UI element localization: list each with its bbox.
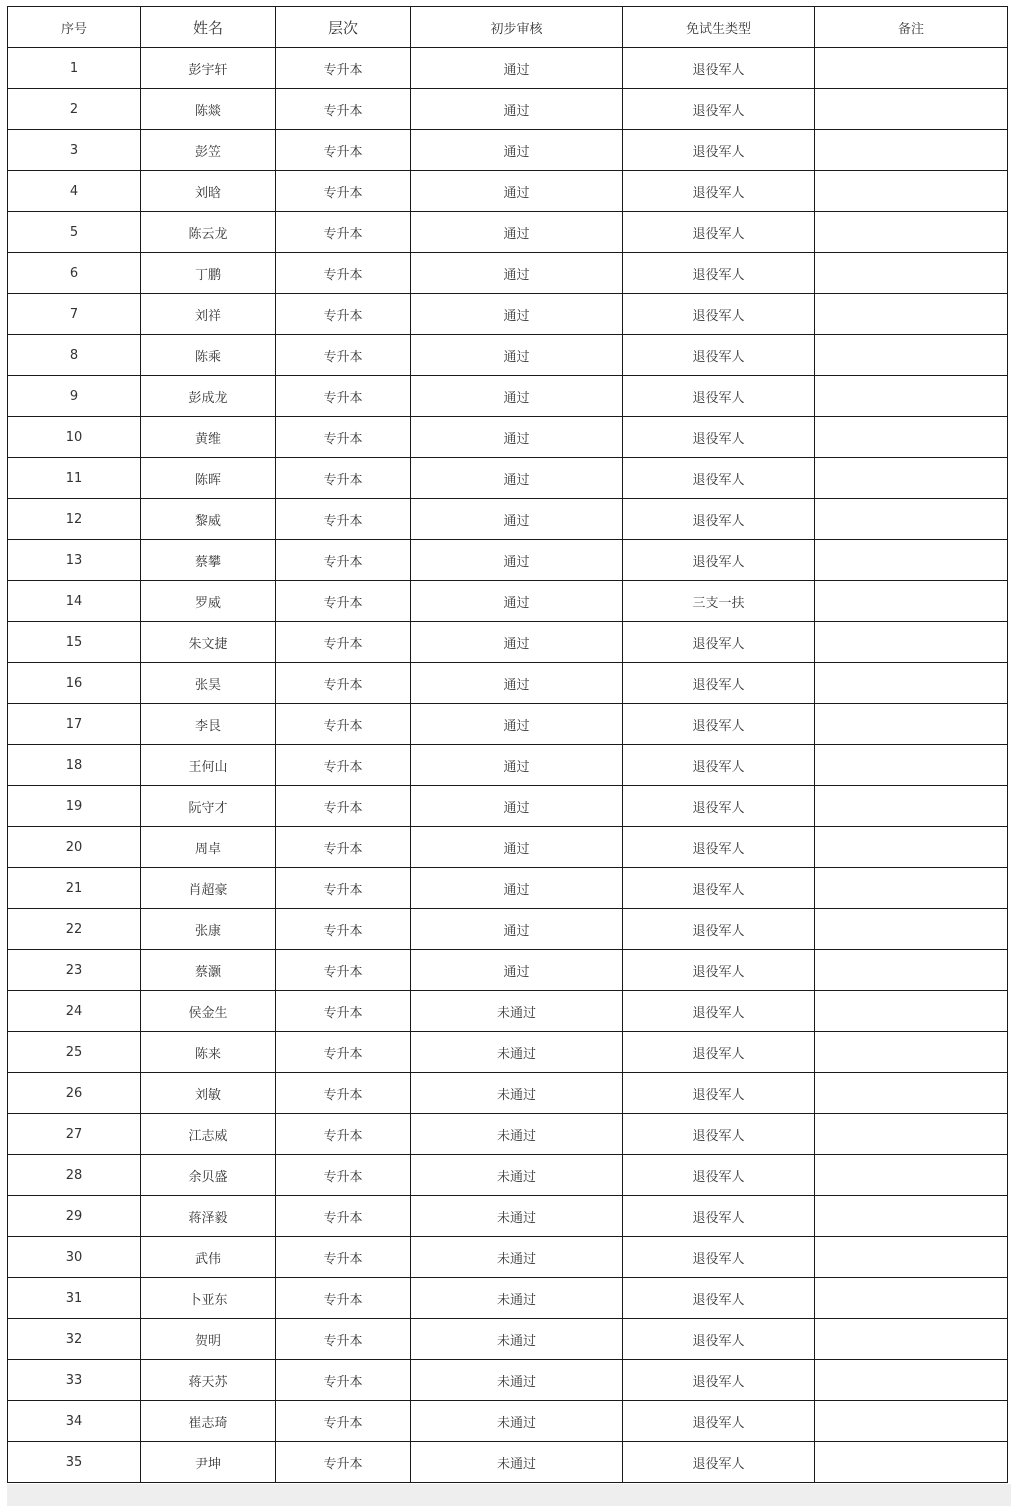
cell-note [815, 417, 1008, 458]
cell-type: 退役军人 [623, 1401, 815, 1442]
cell-seq: 17 [8, 704, 141, 745]
cell-level: 专升本 [276, 1278, 411, 1319]
cell-name: 贺明 [141, 1319, 276, 1360]
cell-name: 彭成龙 [141, 376, 276, 417]
cell-review: 未通过 [411, 991, 623, 1032]
cell-review: 通过 [411, 745, 623, 786]
cell-name: 陈晖 [141, 458, 276, 499]
cell-seq: 6 [8, 253, 141, 294]
cell-name: 刘敏 [141, 1073, 276, 1114]
cell-note [815, 1278, 1008, 1319]
header-name: 姓名 [141, 7, 276, 48]
cell-note [815, 171, 1008, 212]
cell-level: 专升本 [276, 1073, 411, 1114]
cell-review: 未通过 [411, 1442, 623, 1483]
cell-type: 退役军人 [623, 540, 815, 581]
cell-review: 通过 [411, 294, 623, 335]
table-row [8, 376, 1008, 417]
cell-name: 肖超豪 [141, 868, 276, 909]
table-row [8, 786, 1008, 827]
cell-type: 退役军人 [623, 1319, 815, 1360]
cell-seq: 7 [8, 294, 141, 335]
cell-name: 余贝盛 [141, 1155, 276, 1196]
cell-name: 刘晗 [141, 171, 276, 212]
cell-review: 通过 [411, 499, 623, 540]
table-row [8, 540, 1008, 581]
table-row [8, 1278, 1008, 1319]
table-row [8, 499, 1008, 540]
cell-name: 卜亚东 [141, 1278, 276, 1319]
cell-note [815, 540, 1008, 581]
table-row [8, 1237, 1008, 1278]
cell-level: 专升本 [276, 745, 411, 786]
cell-note [815, 1073, 1008, 1114]
cell-type: 退役军人 [623, 1032, 815, 1073]
cell-seq: 19 [8, 786, 141, 827]
cell-note [815, 130, 1008, 171]
table-row [8, 1442, 1008, 1483]
cell-note [815, 1401, 1008, 1442]
cell-review: 通过 [411, 376, 623, 417]
cell-type: 退役军人 [623, 868, 815, 909]
table-row [8, 704, 1008, 745]
cell-type: 退役军人 [623, 130, 815, 171]
table-row [8, 827, 1008, 868]
cell-seq: 8 [8, 335, 141, 376]
cell-name: 武伟 [141, 1237, 276, 1278]
cell-seq: 23 [8, 950, 141, 991]
cell-type: 退役军人 [623, 294, 815, 335]
cell-level: 专升本 [276, 991, 411, 1032]
cell-seq: 29 [8, 1196, 141, 1237]
cell-note [815, 1032, 1008, 1073]
cell-name: 陈云龙 [141, 212, 276, 253]
table-row [8, 581, 1008, 622]
table-row [8, 1401, 1008, 1442]
cell-name: 江志威 [141, 1114, 276, 1155]
cell-type: 退役军人 [623, 1155, 815, 1196]
table-body [8, 48, 1008, 1483]
cell-seq: 12 [8, 499, 141, 540]
cell-review: 未通过 [411, 1278, 623, 1319]
table-row [8, 909, 1008, 950]
cell-type: 退役军人 [623, 89, 815, 130]
cell-review: 通过 [411, 89, 623, 130]
cell-note [815, 212, 1008, 253]
cell-note [815, 89, 1008, 130]
cell-note [815, 1319, 1008, 1360]
header-note: 备注 [815, 7, 1008, 48]
header-review: 初步审核 [411, 7, 623, 48]
cell-type: 退役军人 [623, 458, 815, 499]
table-row [8, 950, 1008, 991]
cell-name: 崔志琦 [141, 1401, 276, 1442]
cell-note [815, 950, 1008, 991]
cell-level: 专升本 [276, 1442, 411, 1483]
cell-note [815, 745, 1008, 786]
cell-review: 通过 [411, 540, 623, 581]
cell-review: 通过 [411, 827, 623, 868]
cell-review: 通过 [411, 909, 623, 950]
cell-type: 退役军人 [623, 1442, 815, 1483]
header-level: 层次 [276, 7, 411, 48]
table-row [8, 212, 1008, 253]
cell-type: 退役军人 [623, 48, 815, 89]
cell-type: 退役军人 [623, 1278, 815, 1319]
cell-seq: 26 [8, 1073, 141, 1114]
cell-type: 退役军人 [623, 171, 815, 212]
table-row [8, 1360, 1008, 1401]
cell-seq: 18 [8, 745, 141, 786]
cell-review: 通过 [411, 868, 623, 909]
cell-type: 退役军人 [623, 253, 815, 294]
cell-review: 通过 [411, 335, 623, 376]
cell-review: 通过 [411, 786, 623, 827]
table-row [8, 335, 1008, 376]
cell-level: 专升本 [276, 294, 411, 335]
cell-level: 专升本 [276, 704, 411, 745]
cell-note [815, 499, 1008, 540]
cell-level: 专升本 [276, 48, 411, 89]
cell-level: 专升本 [276, 868, 411, 909]
cell-name: 蔡攀 [141, 540, 276, 581]
cell-seq: 9 [8, 376, 141, 417]
cell-name: 李艮 [141, 704, 276, 745]
cell-level: 专升本 [276, 1319, 411, 1360]
table-row [8, 991, 1008, 1032]
cell-note [815, 704, 1008, 745]
cell-review: 通过 [411, 417, 623, 458]
cell-review: 通过 [411, 704, 623, 745]
cell-name: 丁鹏 [141, 253, 276, 294]
table-row [8, 622, 1008, 663]
cell-type: 三支一扶 [623, 581, 815, 622]
cell-seq: 31 [8, 1278, 141, 1319]
cell-type: 退役军人 [623, 1073, 815, 1114]
cell-seq: 16 [8, 663, 141, 704]
cell-level: 专升本 [276, 1155, 411, 1196]
table-row [8, 171, 1008, 212]
cell-type: 退役军人 [623, 663, 815, 704]
cell-level: 专升本 [276, 827, 411, 868]
cell-seq: 4 [8, 171, 141, 212]
cell-name: 张昊 [141, 663, 276, 704]
cell-type: 退役军人 [623, 1237, 815, 1278]
cell-type: 退役军人 [623, 786, 815, 827]
cell-type: 退役军人 [623, 827, 815, 868]
cell-name: 罗威 [141, 581, 276, 622]
table-row [8, 294, 1008, 335]
cell-note [815, 294, 1008, 335]
cell-level: 专升本 [276, 335, 411, 376]
table-row [8, 868, 1008, 909]
cell-level: 专升本 [276, 130, 411, 171]
cell-name: 陈来 [141, 1032, 276, 1073]
cell-note [815, 1114, 1008, 1155]
cell-level: 专升本 [276, 1401, 411, 1442]
cell-type: 退役军人 [623, 745, 815, 786]
cell-seq: 27 [8, 1114, 141, 1155]
cell-review: 未通过 [411, 1032, 623, 1073]
cell-name: 王何山 [141, 745, 276, 786]
cell-review: 通过 [411, 458, 623, 499]
cell-name: 尹坤 [141, 1442, 276, 1483]
cell-review: 通过 [411, 48, 623, 89]
cell-type: 退役军人 [623, 499, 815, 540]
cell-name: 陈乘 [141, 335, 276, 376]
cell-review: 通过 [411, 130, 623, 171]
cell-note [815, 1196, 1008, 1237]
cell-type: 退役军人 [623, 704, 815, 745]
cell-type: 退役军人 [623, 335, 815, 376]
cell-note [815, 991, 1008, 1032]
cell-seq: 28 [8, 1155, 141, 1196]
cell-note [815, 1237, 1008, 1278]
cell-note [815, 786, 1008, 827]
table-header [8, 7, 1008, 48]
table-row [8, 1319, 1008, 1360]
cell-review: 通过 [411, 581, 623, 622]
cell-review: 通过 [411, 171, 623, 212]
cell-seq: 11 [8, 458, 141, 499]
cell-review: 未通过 [411, 1319, 623, 1360]
cell-note [815, 1155, 1008, 1196]
cell-name: 黄维 [141, 417, 276, 458]
cell-seq: 5 [8, 212, 141, 253]
cell-seq: 32 [8, 1319, 141, 1360]
cell-review: 通过 [411, 622, 623, 663]
cell-note [815, 48, 1008, 89]
cell-level: 专升本 [276, 1196, 411, 1237]
table-row [8, 1155, 1008, 1196]
cell-seq: 35 [8, 1442, 141, 1483]
cell-level: 专升本 [276, 253, 411, 294]
cell-seq: 34 [8, 1401, 141, 1442]
cell-review: 未通过 [411, 1114, 623, 1155]
cell-level: 专升本 [276, 581, 411, 622]
cell-seq: 30 [8, 1237, 141, 1278]
cell-review: 通过 [411, 212, 623, 253]
table-row [8, 1114, 1008, 1155]
cell-seq: 15 [8, 622, 141, 663]
cell-seq: 22 [8, 909, 141, 950]
table-row [8, 458, 1008, 499]
cell-note [815, 376, 1008, 417]
cell-review: 通过 [411, 950, 623, 991]
cell-seq: 20 [8, 827, 141, 868]
cell-type: 退役军人 [623, 622, 815, 663]
cell-level: 专升本 [276, 663, 411, 704]
cell-note [815, 335, 1008, 376]
cell-name: 周卓 [141, 827, 276, 868]
cell-note [815, 622, 1008, 663]
cell-note [815, 458, 1008, 499]
cell-name: 侯金生 [141, 991, 276, 1032]
cell-type: 退役军人 [623, 417, 815, 458]
table-row [8, 253, 1008, 294]
table-row [8, 1032, 1008, 1073]
cell-level: 专升本 [276, 1237, 411, 1278]
cell-seq: 10 [8, 417, 141, 458]
cell-type: 退役军人 [623, 991, 815, 1032]
cell-level: 专升本 [276, 499, 411, 540]
cell-level: 专升本 [276, 89, 411, 130]
cell-level: 专升本 [276, 909, 411, 950]
cell-name: 黎威 [141, 499, 276, 540]
cell-level: 专升本 [276, 376, 411, 417]
cell-seq: 2 [8, 89, 141, 130]
header-seq: 序号 [8, 7, 141, 48]
cell-seq: 25 [8, 1032, 141, 1073]
cell-type: 退役军人 [623, 909, 815, 950]
table-row [8, 663, 1008, 704]
cell-name: 刘祥 [141, 294, 276, 335]
cell-name: 蒋泽毅 [141, 1196, 276, 1237]
cell-note [815, 827, 1008, 868]
cell-level: 专升本 [276, 212, 411, 253]
cell-type: 退役军人 [623, 1114, 815, 1155]
cell-level: 专升本 [276, 458, 411, 499]
cell-level: 专升本 [276, 950, 411, 991]
cell-level: 专升本 [276, 1032, 411, 1073]
cell-note [815, 581, 1008, 622]
cell-seq: 24 [8, 991, 141, 1032]
cell-type: 退役军人 [623, 212, 815, 253]
cell-review: 未通过 [411, 1360, 623, 1401]
cell-seq: 1 [8, 48, 141, 89]
cell-review: 通过 [411, 253, 623, 294]
cell-level: 专升本 [276, 540, 411, 581]
table-row [8, 745, 1008, 786]
cell-name: 阮守才 [141, 786, 276, 827]
exemption-review-table [7, 6, 1008, 1483]
cell-level: 专升本 [276, 1114, 411, 1155]
table-row [8, 130, 1008, 171]
cell-name: 彭宇轩 [141, 48, 276, 89]
table-row [8, 1196, 1008, 1237]
cell-seq: 21 [8, 868, 141, 909]
cell-note [815, 663, 1008, 704]
cell-seq: 33 [8, 1360, 141, 1401]
cell-type: 退役军人 [623, 1360, 815, 1401]
cell-level: 专升本 [276, 171, 411, 212]
cell-type: 退役军人 [623, 1196, 815, 1237]
table-row [8, 417, 1008, 458]
cell-level: 专升本 [276, 417, 411, 458]
cell-note [815, 1360, 1008, 1401]
cell-note [815, 868, 1008, 909]
header-type: 免试生类型 [623, 7, 815, 48]
cell-level: 专升本 [276, 622, 411, 663]
header-row [8, 7, 1008, 48]
cell-note [815, 909, 1008, 950]
cell-seq: 14 [8, 581, 141, 622]
cell-type: 退役军人 [623, 950, 815, 991]
cell-review: 未通过 [411, 1401, 623, 1442]
cell-name: 蒋天苏 [141, 1360, 276, 1401]
cell-level: 专升本 [276, 1360, 411, 1401]
cell-seq: 13 [8, 540, 141, 581]
cell-type: 退役军人 [623, 376, 815, 417]
cell-name: 朱文捷 [141, 622, 276, 663]
cell-note [815, 1442, 1008, 1483]
cell-level: 专升本 [276, 786, 411, 827]
results-table-container [7, 6, 1007, 1483]
table-row [8, 89, 1008, 130]
cell-name: 陈燚 [141, 89, 276, 130]
cell-name: 蔡灏 [141, 950, 276, 991]
table-row [8, 1073, 1008, 1114]
cell-seq: 3 [8, 130, 141, 171]
cell-name: 彭笠 [141, 130, 276, 171]
cell-name: 张康 [141, 909, 276, 950]
cell-review: 未通过 [411, 1073, 623, 1114]
cell-review: 未通过 [411, 1196, 623, 1237]
cell-review: 通过 [411, 663, 623, 704]
cell-review: 未通过 [411, 1155, 623, 1196]
page-bottom-band [7, 1484, 1011, 1506]
cell-note [815, 253, 1008, 294]
cell-review: 未通过 [411, 1237, 623, 1278]
table-row [8, 48, 1008, 89]
